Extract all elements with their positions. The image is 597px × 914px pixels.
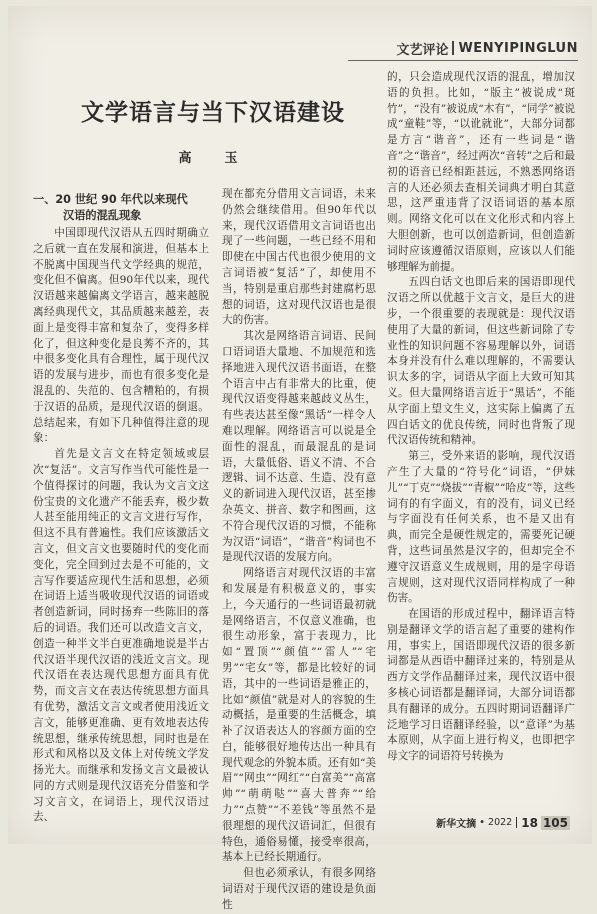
section-heading <box>33 192 209 224</box>
paragraph: 但也必须承认，有很多网络词语对于现代汉语的建设是负面性 <box>222 867 376 911</box>
section-heading-line1: 一、20 世纪 90 年代以来现代 <box>33 193 188 206</box>
header-rule <box>348 60 578 61</box>
paragraph: 五四白话文也即后来的国语即现代汉语之所以优越于文言文，是巨大的进步，一个很重要的表现就是：现代汉语使用了大量的新词，但这些新词除了专业性的知识问题不容易理解以外，词语本身并没有什么难以理解的，不需要认识太多的字，词语从字面上大致可知其义。但大量网络语言近于“黑话”，不能从字面上望文生义，这实际上偏离了五四白话文的优良传统，同时也背叛了现代汉语传统和精神。 <box>387 276 575 447</box>
section-name-cn: 文艺评论 <box>396 42 449 58</box>
page-footer <box>436 815 570 830</box>
text-column-1 <box>33 192 209 826</box>
paragraph: 在国语的形成过程中，翻译语言特别是翻译文学的语言起了重要的建构作用，事实上，国语即现代汉语的很多新词都是从西语中翻译过来的，特别是从西方文学作品翻译过来，现代汉语中很多核心词语都是翻译词，大部分词语都具有翻译的成分。五四时期词语翻译广泛地学习日语翻译经验，以“意译”为基本原则，从字面上进行构义，也即把字母文字的词语符号转换为 <box>387 608 575 763</box>
paragraph: 其次是网络语言词语、民间口语词语大量地、不加规范和选择地进入现代汉语书面语，在整个语言中占有非常大的比重，使现代汉语变得越来越歧义丛生，有些表达甚至像“黑话”一样令人难以理解。网络语言可以说是全面性的混乱，而最混乱的是词语，大量低俗、语义不清、不合逻辑、词不达意、生造、没有意义的新词进入现代汉语，甚至掺杂英文、拼音、数字和图画，这不符合现代汉语的习惯，不能称为汉语“词语”，“谐音”构词也不是现代汉语的发展方向。 <box>222 330 376 564</box>
paragraph: 现在都充分借用文言词语，未来仍然会继续借用。但90年代以来，现代汉语借用文言词语也出现了一些问题，一些已经不用和即使在中国古代也很少使用的文言词语被“复活”了，却使用不当，特别是重启那些封建腐朽思想的词语，这对现代汉语也是很大的伤害。 <box>222 188 376 327</box>
article-title: 文学语言与当下汉语建设 <box>81 99 345 126</box>
paragraph: 第三，受外来语的影响，现代汉语产生了大量的“符号化”词语，“伊妹儿”“丁克”“烧拔”“青椒”“哈皮”等，这些词有的有字面义，有的没有，词义已经与字面没有任何关系，也不是又出有典，而完全是硬性规定的，需要死记硬背，这些词虽然是汉字的，但却完全不遵守汉语意义生成规则，用的是字母语言规则，这对现代汉语同样构成了一种伤害。 <box>387 450 575 605</box>
section-name-en: WENYIPINGLUN <box>458 40 578 56</box>
issue-number: 18 <box>521 815 538 830</box>
paragraph: 的，只会造成现代汉语的混乱，增加汉语的负担。比如，“版主”被说成“斑竹”，“没有”被说成“木有”，“同学”被说成“童鞋”等，“以讹就讹”，大部分词都是方言“谐音”，还有一些词是“谐音”之“谐音”，经过两次“音转”之后和最初的语音已经相距甚远，不熟悉网络语言的人还必须去查相关词典才明白其意思，这严重违背了汉语词语的基本原则。网络文化可以在文化形式和内容上大胆创新，也可以创造新词，但创造新词时应该遵循汉语原则，应该以人们能够理解为前提。 <box>387 71 575 273</box>
section-heading-line2: 汉语的混乱现象 <box>63 209 142 222</box>
publication-name: 新华文摘 <box>436 819 477 830</box>
footer-dot: • <box>479 817 486 828</box>
page-number: 105 <box>542 815 568 830</box>
publication-year: 2022 <box>488 817 513 828</box>
text-column-3 <box>387 70 575 765</box>
text-column-2 <box>222 187 376 914</box>
section-header <box>396 38 578 58</box>
footer-divider <box>516 817 517 828</box>
paragraph: 首先是文言文在特定领域或层次“复活”。文言写作当代可能性是一个值得探讨的问题，我认为文言文这份宝贵的文化遗产不能丢弃，极少数人甚至能用纯正的文言文进行写作，但这不具有普遍性。我们应该激活文言文，但文言文也要随时代的变化而变化，完全回到过去是不可能的，文言写作要适应现代生活和思想，必须在词语上适当吸收现代汉语的词语或者创造新词，同时扬弃一些陈旧的落后的词语。我们还可以改造文言文，创造一种半文半白更准确地说是半古代汉语半现代汉语的浅近文言文。现代汉语在表达现代思想方面具有优势，而文言文在表达传统思想方面具有优势，激活文言文或者使用浅近文言文，能够更准确、更有效地表达传统思想，继承传统思想，同时也是在形式和风格以及文体上对传统文学发扬光大。而继承和发扬文言文最被认同的方式则是现代汉语充分借鉴和学习文言文，在词语上，现代汉语过去、 <box>33 448 209 824</box>
paragraph: 网络语言对现代汉语的丰富和发展是有积极意义的，事实上，今天通行的一些词语最初就是网络语言，不仅意义准确，也很生动形象，富于表现力，比如“置顶”“颜值”“雷人”“宅男”“宅女”等，都是比较好的词语，其中的一些词语是雅正的，比如“颜值”就是对人的容貌的生动概括，是重要的生活概念，填补了汉语表达人的容颜方面的空白，能够很好地传达出一种具有现代观念的外貌本质。还有如“美眉”“网虫”“网红”“白富美”“高富帅”“萌萌哒”“喜大普奔”“给力”“点赞”“不差钱”等虽然不是很理想的现代汉语词汇，但很有特色，通俗易懂，接受率很高，基本上已经长期通行。 <box>222 567 376 864</box>
paragraph: 中国即现代汉语从五四时期确立之后就一直在发展和演进，但基本上不脱离中国现当代文学经典的规范，变化但不偏离。但90年代以来，现代汉语越来越偏离文学语言，越来越脱离经典现代文，其品质越来越差，表面上是变得丰富和复杂了，变得多样化了，但这种变化是良莠不齐的，其中很多变化具有合理性，属于现代汉语的发展与进步，而也有很多变化是混乱的、失范的、包含糟粕的，有损于汉语的品质，是现代汉语的倒退。总结起来，有如下几种值得注意的现象： <box>33 227 209 445</box>
header-divider <box>452 41 454 55</box>
article-author: 高 玉 <box>178 151 248 166</box>
magazine-page <box>8 6 592 911</box>
